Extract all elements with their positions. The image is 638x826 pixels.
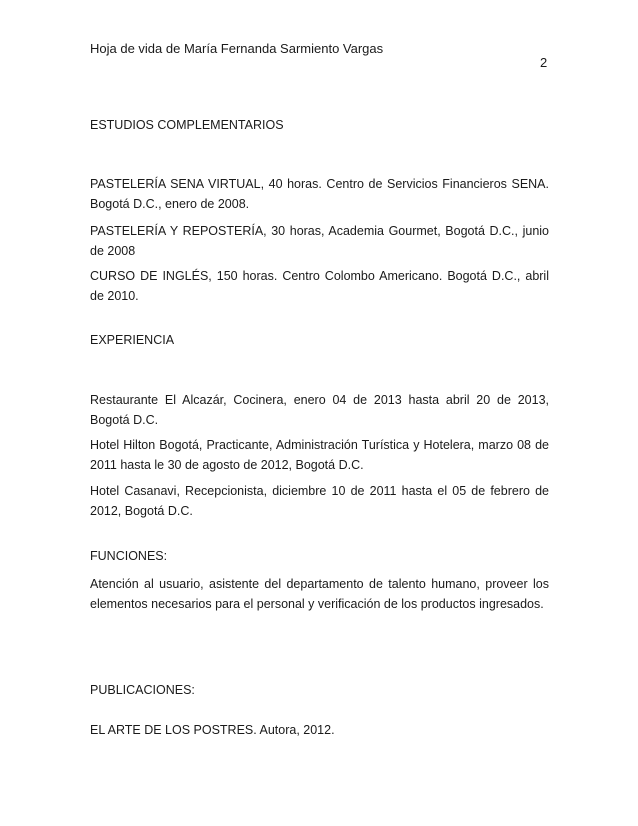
estudio-item: CURSO DE INGLÉS, 150 horas. Centro Colombo Americano. Bogotá D.C., abril de 2010. <box>90 269 549 303</box>
section-heading-funciones: FUNCIONES: <box>90 549 168 563</box>
document-header-title: Hoja de vida de María Fernanda Sarmiento Vargas <box>90 41 384 56</box>
section-heading-estudios: ESTUDIOS COMPLEMENTARIOS <box>90 118 284 132</box>
estudio-item: PASTELERÍA Y REPOSTERÍA, 30 horas, Academia Gourmet, Bogotá D.C., junio de 2008 <box>90 224 549 258</box>
page-number: 2 <box>540 55 548 70</box>
experiencia-item: Restaurante El Alcazár, Cocinera, enero 04 de 2013 hasta abril 20 de 2013, Bogotá D.C. <box>90 393 549 427</box>
section-heading-experiencia: EXPERIENCIA <box>90 333 175 347</box>
experiencia-item: Hotel Hilton Bogotá, Practicante, Administración Turística y Hotelera, marzo 08 de 2011 hasta le 30 de agosto de 2012, Bogotá D.C. <box>90 438 549 472</box>
section-heading-publicaciones: PUBLICACIONES: <box>90 683 195 697</box>
publicacion-item: EL ARTE DE LOS POSTRES. Autora, 2012. <box>90 723 335 737</box>
estudio-item: PASTELERÍA SENA VIRTUAL, 40 horas. Centro de Servicios Financieros SENA. Bogotá D.C., enero de 2008. <box>90 177 549 211</box>
experiencia-item: Hotel Casanavi, Recepcionista, diciembre 10 de 2011 hasta el 05 de febrero de 2012, Bogotá D.C. <box>90 484 549 518</box>
funciones-text: Atención al usuario, asistente del departamento de talento humano, proveer los elementos necesarios para el personal y verificación de los productos ingresados. <box>90 577 549 611</box>
